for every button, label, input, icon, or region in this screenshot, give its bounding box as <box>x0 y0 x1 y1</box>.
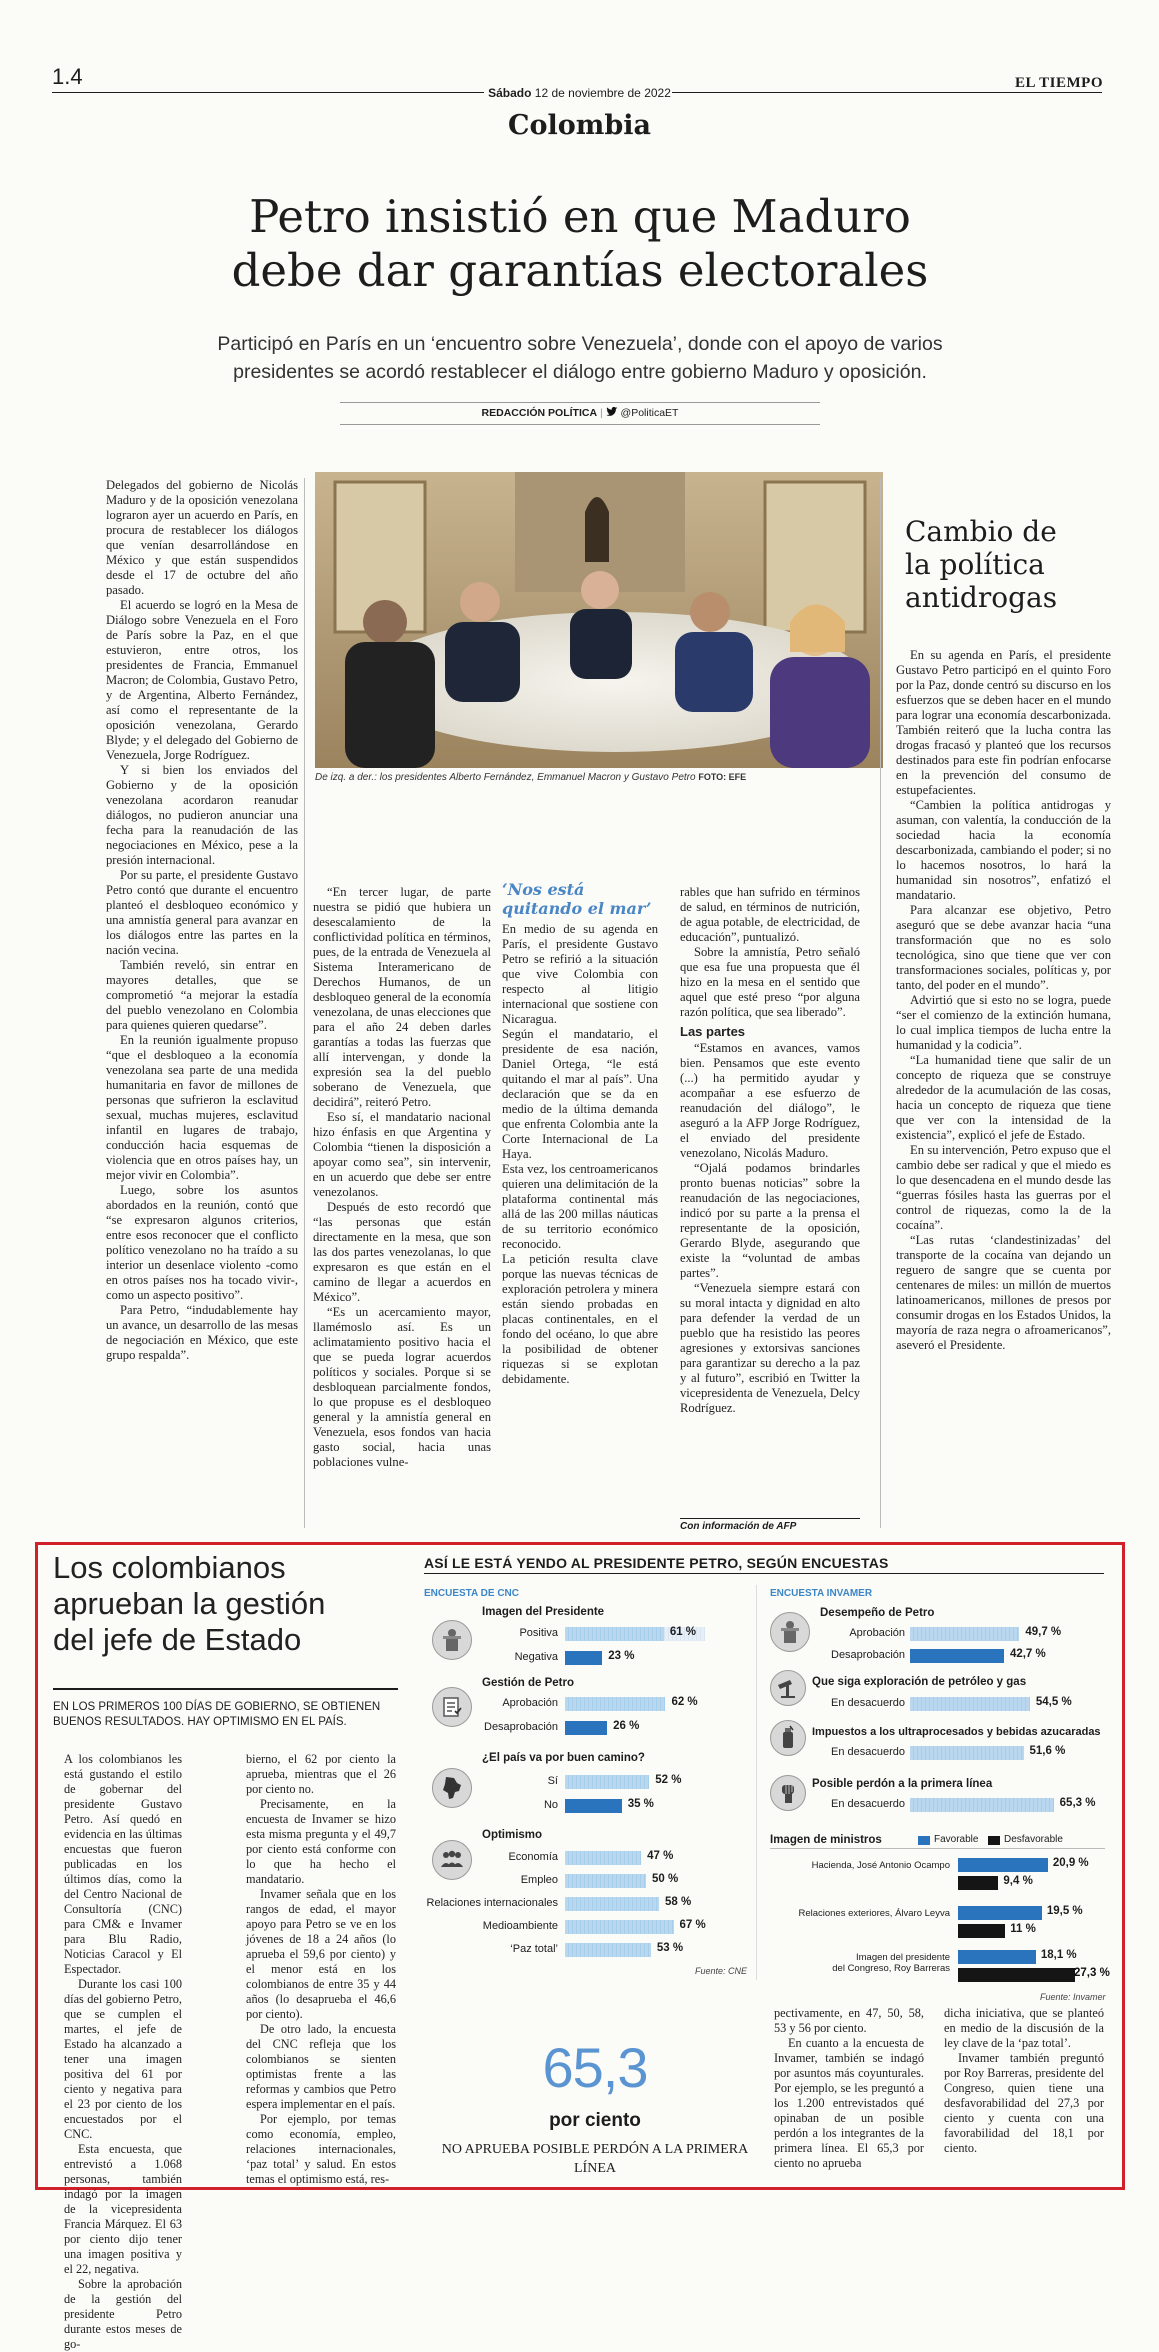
deck-line-1: Participó en París en un ‘encuentro sobre Venezuela’, donde con el apoyo de varios <box>217 333 943 355</box>
paragraph: En la reunión igualmente propuso “que el desbloqueo a la economía venezolana sea parte de una medida humanitaria en favor de millones de personas que sufrieron la esclavitud sexual, muchas mujeres, esclavitud infantil en lugares de trabajo, conducción hacia esquemas de violencia que en otros países hay, un mejor vivir en Colombia”. <box>106 1033 298 1182</box>
cnc-source: Fuente: CNE <box>695 1966 748 1976</box>
bar-value: 11 % <box>1010 1923 1036 1935</box>
paragraph: “Venezuela siempre estará con su moral intacta y dignidad en alto para defender la verdad de un pueblo que ha resistido las peores agresiones y extorsivas sanciones para garantizar su derecho a la paz y al futuro”, escribió en Twitter la vicepresidenta de Venezuela, Delcy Rodríguez. <box>680 1281 860 1415</box>
bar-label: Relaciones internacionales <box>426 1897 558 1909</box>
sidebar-title-line: antidrogas <box>905 581 1058 614</box>
byline-author: REDACCIÓN POLÍTICA <box>481 407 598 419</box>
article-column-2 <box>313 885 491 1470</box>
sidebar-divider <box>880 478 881 1528</box>
bar-optimismo-economia <box>565 1851 641 1865</box>
paragraph: Esta encuesta, que entrevistó a 1.068 personas, también indagó por la imagen de la vicepresidenta Francia Márquez. El 63 por ciento dijo tener una imagen positiva y el 22, negativa. <box>64 2142 182 2276</box>
box-column-2 <box>246 1752 396 2187</box>
minister-name: Relaciones exteriores, Álvaro Leyva <box>798 1908 950 1919</box>
paragraph: Durante los casi 100 días del gobierno Petro, que se cumplen el martes, el jefe de Estado ha alcanzado a tener una imagen positiva del 61 por ciento y negativa para el 23 por ciento de los encuestados por el CNC. <box>64 1977 182 2141</box>
bar-optimismo-relaciones <box>565 1897 659 1911</box>
paragraph: En su intervención, Petro expuso que el cambio debe ser radical y que el miedo es lo que desencadena en el mundo desde las “guerras fósiles hasta las guerras por el control de riquezas, como la de la cocaína”. <box>896 1143 1111 1232</box>
minister-name: Hacienda, José Antonio Ocampo <box>811 1860 950 1871</box>
bar-value: 18,1 % <box>1040 1949 1077 1961</box>
paragraph: También reveló, sin entrar en mayores detalles, que se comprometió “a mejorar la estadía del pueblo venezolano en Colombia para quienes quieren quedarse”. <box>106 958 298 1032</box>
big-number-unit: por ciento <box>549 2110 641 2131</box>
article-column-4 <box>680 885 860 1416</box>
paragraph: bierno, el 62 por ciento la aprueba, mientras que el 26 por ciento no. <box>246 1752 396 1796</box>
date-day: Sábado <box>488 86 532 100</box>
box-column-4 <box>944 2006 1104 2156</box>
paragraph: Sobre la aprobación de la gestión del presidente Petro durante estos meses de go- <box>64 2277 182 2351</box>
chart-title-rule <box>424 1573 1104 1574</box>
paragraph: Según el mandatario, el presidente de esa nación, Daniel Ortega, “le está quitando el mar al país”. Una declaración que se da en medio de la última demanda que enfrenta Colombia ante la Corte Internacional de La Haya. <box>502 1027 658 1161</box>
box-title-line: del jefe de Estado <box>53 1622 302 1657</box>
invamer-q1-title: Desempeño de Petro <box>820 1607 935 1619</box>
bar-value: 20,9 % <box>1052 1857 1089 1869</box>
paragraph: Eso sí, el mandatario nacional hizo énfasis en que Argentina y Colombia “tienen la disposición a apoyar como sea”, sin intervenir, en un acuerdo que debe ser entre venezolanos. <box>313 1110 491 1199</box>
bar-cnc-camino-si <box>565 1775 649 1789</box>
bar-optimismo-medioambiente <box>565 1920 674 1934</box>
cnc-heading: ENCUESTA DE CNC <box>424 1588 520 1599</box>
headline-line-2: debe dar garantías electorales <box>231 244 929 297</box>
bar-optimismo-empleo <box>565 1874 646 1888</box>
paragraph: “Estamos en avances, vamos bien. Pensamos que este evento (...) ha permitido ayudar y acompañar a ese esfuerzo de reanudación del diálogo”, le aseguró a la AFP Jorge Rodríguez, el enviado del presidente venezolano, Nicolás Maduro. <box>680 1041 860 1160</box>
bar-invamer-desaprobacion <box>910 1649 1004 1663</box>
bar-label: No <box>543 1799 558 1811</box>
paragraph: Sobre la amnistía, Petro señaló que esa fue una propuesta que él hizo en la mesa en el sentido que aquel que esté preso “por alguna razón política, que sea liberado”. <box>680 945 860 1019</box>
subhead: Las partes <box>680 1024 746 1039</box>
headline-line-1: Petro insistió en que Maduro <box>249 190 911 243</box>
paragraph: De otro lado, la encuesta del CNC refleja que los colombianos se sienten optimistas frente a las reformas y cambios que Petro espera implementar en el país. <box>246 2022 396 2111</box>
invamer-q2-title: Que siga exploración de petróleo y gas <box>812 1676 1027 1688</box>
bar-invamer-aprobacion <box>910 1627 1019 1641</box>
section-title: Colombia <box>508 110 651 141</box>
invamer-heading: ENCUESTA INVAMER <box>770 1588 873 1599</box>
paragraph: Por ejemplo, por temas como economía, empleo, relaciones internacionales, ‘paz total’ y salud. En estos temas el optimismo está, res- <box>246 2112 396 2186</box>
bar-label: Medioambiente <box>482 1920 558 1932</box>
article-column-1 <box>106 478 298 1363</box>
bar-value: 23 % <box>608 1650 635 1662</box>
legend-swatch-favorable <box>918 1836 930 1845</box>
paragraph: rables que han sufrido en términos de salud, en términos de nutrición, de agua potable, de electricidad, de educación”, puntualizó. <box>680 885 860 944</box>
photo-credit: FOTO: EFE <box>698 772 747 782</box>
bar-label: Aprobación <box>502 1697 558 1709</box>
paragraph: Esta vez, los centroamericanos quieren una delimitación de la plataforma continental más allá de las 200 millas náuticas de su territorio económico reconocido. <box>502 1162 658 1251</box>
invamer-q3-title: Impuestos a los ultraprocesados y bebidas azucaradas <box>812 1726 1101 1738</box>
bar-leyva-desfavorable <box>958 1924 1005 1938</box>
date-rest: 12 de noviembre de 2022 <box>534 86 671 100</box>
cnc-q1-title: Imagen del Presidente <box>482 1606 605 1618</box>
bar-value: 50 % <box>652 1873 679 1885</box>
bar-label: En desacuerdo <box>831 1697 905 1709</box>
paragraph: Después de esto recordó que “las personas que están directamente en la mesa, que son las dos partes venezolanas, lo que expresaron es que están en el camino de llegar a acuerdos en México”. <box>313 1200 491 1304</box>
afp-rule <box>680 1518 860 1519</box>
inset-title: ‘Nos está quitando el mar’ <box>502 880 652 918</box>
bar-barreras-desfavorable <box>958 1968 1075 1982</box>
sidebar-title-line: la política <box>905 548 1045 581</box>
invamer-q4-title: Posible perdón a la primera línea <box>812 1778 993 1790</box>
byline: REDACCIÓN POLÍTICA | @PoliticaET <box>481 407 679 419</box>
twitter-handle: @PoliticaET <box>620 407 679 419</box>
bar-label: ‘Paz total’ <box>510 1943 558 1955</box>
ministers-rule <box>770 1848 1105 1849</box>
paragraph: dicha iniciativa, que se planteó en medio de la discusión de la ley clave de la ‘paz total’. <box>944 2006 1104 2050</box>
sidebar-title-line: Cambio de <box>905 515 1057 548</box>
box-title-rule <box>53 1688 398 1690</box>
box-title <box>53 1550 403 1658</box>
paragraph: “Las rutas ‘clandestinizadas’ del transporte de la cocaína van dejando un reguero de sangre que se cuenta por centenares de miles: un millón de muertos latinoamericanos, millones de presos por consumir drogas en los Estados Unidos, la mayoría de raza negra o afroamericanos”, aseveró el Presidente. <box>896 1233 1111 1352</box>
paragraph: pectivamente, en 47, 50, 58, 53 y 56 por ciento. <box>774 2006 924 2035</box>
paragraph: Invamer señala que en los rangos de edad, el mayor apoyo para Petro se ve en los jóvenes de 18 a 24 años (lo aprueba el 59,6 por ciento) y el menor está en los colombianos de entre 35 y 44 años (lo desaprueba el 46,6 por ciento). <box>246 1887 396 2021</box>
paragraph: A los colombianos les está gustando el estilo de gobernar del presidente Gustavo Petro. Así quedó en evidencia en las últimas encuestas que fueron publicadas en los últimos días, como la del Centro Nacional de Consultoría (CNC) para CM& e Invamer para Blu Radio, Noticias Caracol y El Espectador. <box>64 1752 182 1976</box>
bar-exploracion-desacuerdo <box>910 1697 1030 1711</box>
box-column-3 <box>774 2006 924 2171</box>
bar-label: Economía <box>508 1851 558 1863</box>
cnc-q2-title: Gestión de Petro <box>482 1677 575 1689</box>
bar-leyva-favorable <box>958 1906 1042 1920</box>
big-number-description: NO APRUEBA POSIBLE PERDÓN A LA PRIMERA LÍNEA <box>441 2142 749 2176</box>
bar-label: Negativa <box>514 1651 558 1663</box>
bar-value: 42,7 % <box>1009 1648 1046 1660</box>
bar-cnc-imagen-positiva <box>565 1627 664 1641</box>
paragraph: Advirtió que si esto no se logra, puede “ser el comienzo de la extinción humana, lo cual implica tiempos de lucha entre la humanidad y la codicia”. <box>896 993 1111 1052</box>
bar-ocampo-desfavorable <box>958 1876 998 1890</box>
byline-rule-top <box>340 402 820 403</box>
paragraph: “En tercer lugar, de parte nuestra se pidió que hubiera un desescalamiento de la conflictividad política en términos, pues, de la entrada de Venezuela al Sistema Interamericano de Derechos Humanos, de un desbloqueo general de la economía venezolana, de unas elecciones que para el año 24 deben darles garantías a todas las fuerzas que allí intervengan, y donde la expresión sea la del pueblo soberano de Venezuela, que decidirá”, reiteró Petro. <box>313 885 491 1109</box>
bar-cnc-camino-no <box>565 1799 622 1813</box>
bar-barreras-favorable <box>958 1950 1036 1964</box>
paragraph: Y si bien los enviados del Gobierno y de la oposición venezolana acordaron reanudar diálogos, no pudieron anunciar una fecha para la reanudación de las negociaciones en México, pese a la presión internacional. <box>106 763 298 867</box>
chart-title: ASÍ LE ESTÁ YENDO AL PRESIDENTE PETRO, SEGÚN ENCUESTAS <box>424 1555 889 1571</box>
minister-name-line: del Congreso, Roy Barreras <box>832 1963 950 1974</box>
legend-favorable: Favorable <box>934 1834 979 1845</box>
bar-value: 53 % <box>656 1942 684 1954</box>
paragraph: En su agenda en París, el presidente Gustavo Petro participó en el quinto Foro por la Paz, donde centró su discurso en los esfuerzos que se deben hacer en el mundo para lograr una economía descarbonizada. También reiteró que la lucha contra las drogas fracasó y planteó que los recursos destinados para este fin podrían enfocarse en la prevención del consumo de estupefacientes. <box>896 648 1111 797</box>
sidebar-body <box>896 648 1111 1353</box>
bar-value: 19,5 % <box>1046 1905 1083 1917</box>
paragraph: Precisamente, en la encuesta de Invamer se hizo esta misma pregunta y el 49,7 por ciento está conforme con lo que ha hecho el mandatario. <box>246 1797 396 1886</box>
newspaper-brand: EL TIEMPO <box>1015 75 1103 91</box>
paragraph: En cuanto a la encuesta de Invamer, también se indagó por asuntos más coyunturales. Por ejemplo, se les preguntó a los 1.200 entrevistados qué opinaban de un posible perdón a los integrantes de la primera línea. El 65,3 por ciento no aprueba <box>774 2036 924 2170</box>
paragraph: El acuerdo se logró en la Mesa de Diálogo sobre Venezuela en el Foro de París sobre la Paz, en el que estuvieron, entre otros, los presidentes de Francia, Emmanuel Macron; de Colombia, Gustavo Petro, y de Argentina, Alberto Fernández, así como el representante de la oposición venezolana, Gerardo Blyde; y el delegado del Gobierno de Venezuela, Jorge Rodríguez. <box>106 598 298 762</box>
bar-value: 67 % <box>679 1919 706 1931</box>
deck <box>150 330 1010 386</box>
bar-label: En desacuerdo <box>831 1746 905 1758</box>
paragraph: Para Petro, “indudablemente hay un avance, un desarrollo de las mesas de negociación en México, que este grupo respalda”. <box>106 1303 298 1362</box>
big-number: 65,3 <box>542 2036 648 2099</box>
bar-label: Aprobación <box>849 1627 905 1639</box>
bar-ocampo-favorable <box>958 1858 1048 1872</box>
bar-cnc-gestion-aprobacion <box>565 1697 665 1711</box>
paragraph: En medio de su agenda en París, el presidente Gustavo Petro se refirió a la situación que vive Colombia con respecto al litigio internacional que sostiene con Nicaragua. <box>502 922 658 1026</box>
page-number: 1.4 <box>52 64 83 89</box>
box-title-line: Los colombianos <box>53 1550 286 1585</box>
bar-value: 47 % <box>647 1850 674 1862</box>
paragraph: “Cambien la política antidrogas y asuman, con valentía, la conducción de la sociedad hacia la economía descarbonizada, cambiando el poder; si no lo hacemos nosotros, lo hará la humanidad sin nosotros”, enfatizó el mandatario. <box>896 798 1111 902</box>
column-divider <box>304 478 305 1528</box>
bar-label: Sí <box>547 1775 558 1787</box>
bar-value: 62 % <box>671 1696 698 1708</box>
bar-value: 26 % <box>613 1720 640 1732</box>
header-rule-left <box>52 92 484 93</box>
sidebar-title <box>905 515 1105 614</box>
paragraph: “La humanidad tiene que salir de un concepto de riqueza que se construye alrededor de la acumulación de las cosas, hacia un concepto de riqueza que tiene que ver con la intensidad de la existencia”, explicó el jefe de Estado. <box>896 1053 1111 1142</box>
deck-line-2: presidentes se acordó restablecer el diálogo entre gobierno Maduro y oposición. <box>233 361 927 383</box>
minister-name <box>760 1952 950 1974</box>
cnc-q4-title: Optimismo <box>482 1829 543 1841</box>
paragraph: Delegados del gobierno de Nicolás Maduro y de la oposición venezolana lograron ayer un acuerdo en París, en procura de restablecer los diálogos que venían desarrollándose en México y que están suspendidos desde el 17 de octubre del año pasado. <box>106 478 298 597</box>
paragraph: “Es un acercamiento mayor, llamémoslo así. Es un aclimatamiento positivo hacia el que se pueda lograr acuerdos políticos y sociales. Porque si se desbloquean parcialmente fondos, lo que propuse es el desbloqueo general y la amnistía general en Venezuela, esos fondos van hacia gasto social, hacia unas poblaciones vulne- <box>313 1305 491 1469</box>
photo-caption <box>315 772 883 783</box>
bar-value: 27,3 % <box>1074 1967 1110 1979</box>
date-line <box>0 86 1159 100</box>
article-photo <box>315 472 883 768</box>
paragraph: Invamer también preguntó por Roy Barreras, presidente del Congreso, quien tiene una desfavorabilidad del 27,3 por ciento y cuenta con una favorabilidad del 18,1 por ciento. <box>944 2051 1104 2155</box>
byline-rule-bottom <box>340 424 820 425</box>
ministers-title: Imagen de ministros <box>770 1834 882 1846</box>
chart-divider <box>756 1585 757 1980</box>
box-column-1 <box>64 1752 182 2352</box>
bar-optimismo-paz-total <box>565 1943 651 1957</box>
bar-perdon-desacuerdo <box>910 1798 1054 1812</box>
bar-label: Desaprobación <box>484 1721 558 1733</box>
bar-label: Empleo <box>520 1874 558 1886</box>
bar-value: 54,5 % <box>1035 1696 1072 1708</box>
paragraph: La petición resulta clave porque las nuevas técnicas de exploración petrolera y minera están siendo probadas en placas continentales, en el fondo del océano, lo que abre la posibilidad de obtener riquezas si se explotan debidamente. <box>502 1252 658 1386</box>
headline <box>130 190 1030 298</box>
bar-cnc-imagen-negativa <box>565 1651 602 1665</box>
paragraph: “Ojalá podamos brindarles pronto buenas noticias” sobre la reanudación de las negociaciones, indicó por su parte a la prensa el representante de la oposición, Gerardo Blyde, asegurando que existe la “voluntad de ambas partes”. <box>680 1161 860 1280</box>
bar-cnc-gestion-desaprobacion <box>565 1721 607 1735</box>
bar-value: 9,4 % <box>1003 1875 1033 1887</box>
bar-label: Positiva <box>519 1627 558 1639</box>
bar-value: 49,7 % <box>1025 1626 1062 1638</box>
box-subtitle: EN LOS PRIMEROS 100 DÍAS DE GOBIERNO, SE OBTIENEN BUENOS RESULTADOS. HAY OPTIMISMO EN EL PAÍS. <box>53 1701 381 1728</box>
article-column-3 <box>502 922 658 1387</box>
bar-impuestos-desacuerdo <box>910 1746 1024 1760</box>
bar-value: 58 % <box>664 1896 692 1908</box>
header-rule-right <box>672 92 1102 93</box>
bar-value: 51,6 % <box>1029 1745 1066 1757</box>
legend-desfavorable: Desfavorable <box>1004 1834 1063 1845</box>
bar-value: 35 % <box>627 1798 654 1810</box>
afp-note: Con información de AFP <box>680 1521 797 1532</box>
bar-label: En desacuerdo <box>831 1798 905 1810</box>
invamer-source: Fuente: Invamer <box>1040 1992 1106 2002</box>
caption-text: De izq. a der.: los presidentes Alberto Fernández, Emmanuel Macron y Gustavo Petro <box>315 772 696 783</box>
box-title-line: aprueban la gestión <box>53 1586 326 1621</box>
paragraph: Por su parte, el presidente Gustavo Petro contó que durante el encuentro planteó el desbloqueo económico y una amnistía general para avanzar en los diálogos entre las partes en la nación vecina. <box>106 868 298 957</box>
legend-swatch-desfavorable <box>988 1836 1000 1845</box>
paragraph: Luego, sobre los asuntos abordados en la reunión, contó que “se expresaron algunos criterios, entre esos reconocer que el conflicto político venezolano no ha traído a su interior un desenlace violento -como en otros países nos ha tocado vivir-, como un aspecto positivo”. <box>106 1183 298 1302</box>
twitter-icon <box>606 407 621 419</box>
cnc-q3-title: ¿El país va por buen camino? <box>482 1752 645 1764</box>
paragraph: Para alcanzar ese objetivo, Petro aseguró que se debe avanzar hacia “una transformación que no es solo tecnológica, sino que tiene que ver con transformaciones sociales, políticas y, por tanto, del poder en el mundo”. <box>896 903 1111 992</box>
bar-value: 65,3 % <box>1059 1797 1096 1809</box>
bar-label: Desaprobación <box>831 1649 905 1661</box>
bar-value: 61 % <box>669 1626 697 1638</box>
minister-name-line: Imagen del presidente <box>855 1952 950 1963</box>
bar-value: 52 % <box>655 1774 682 1786</box>
